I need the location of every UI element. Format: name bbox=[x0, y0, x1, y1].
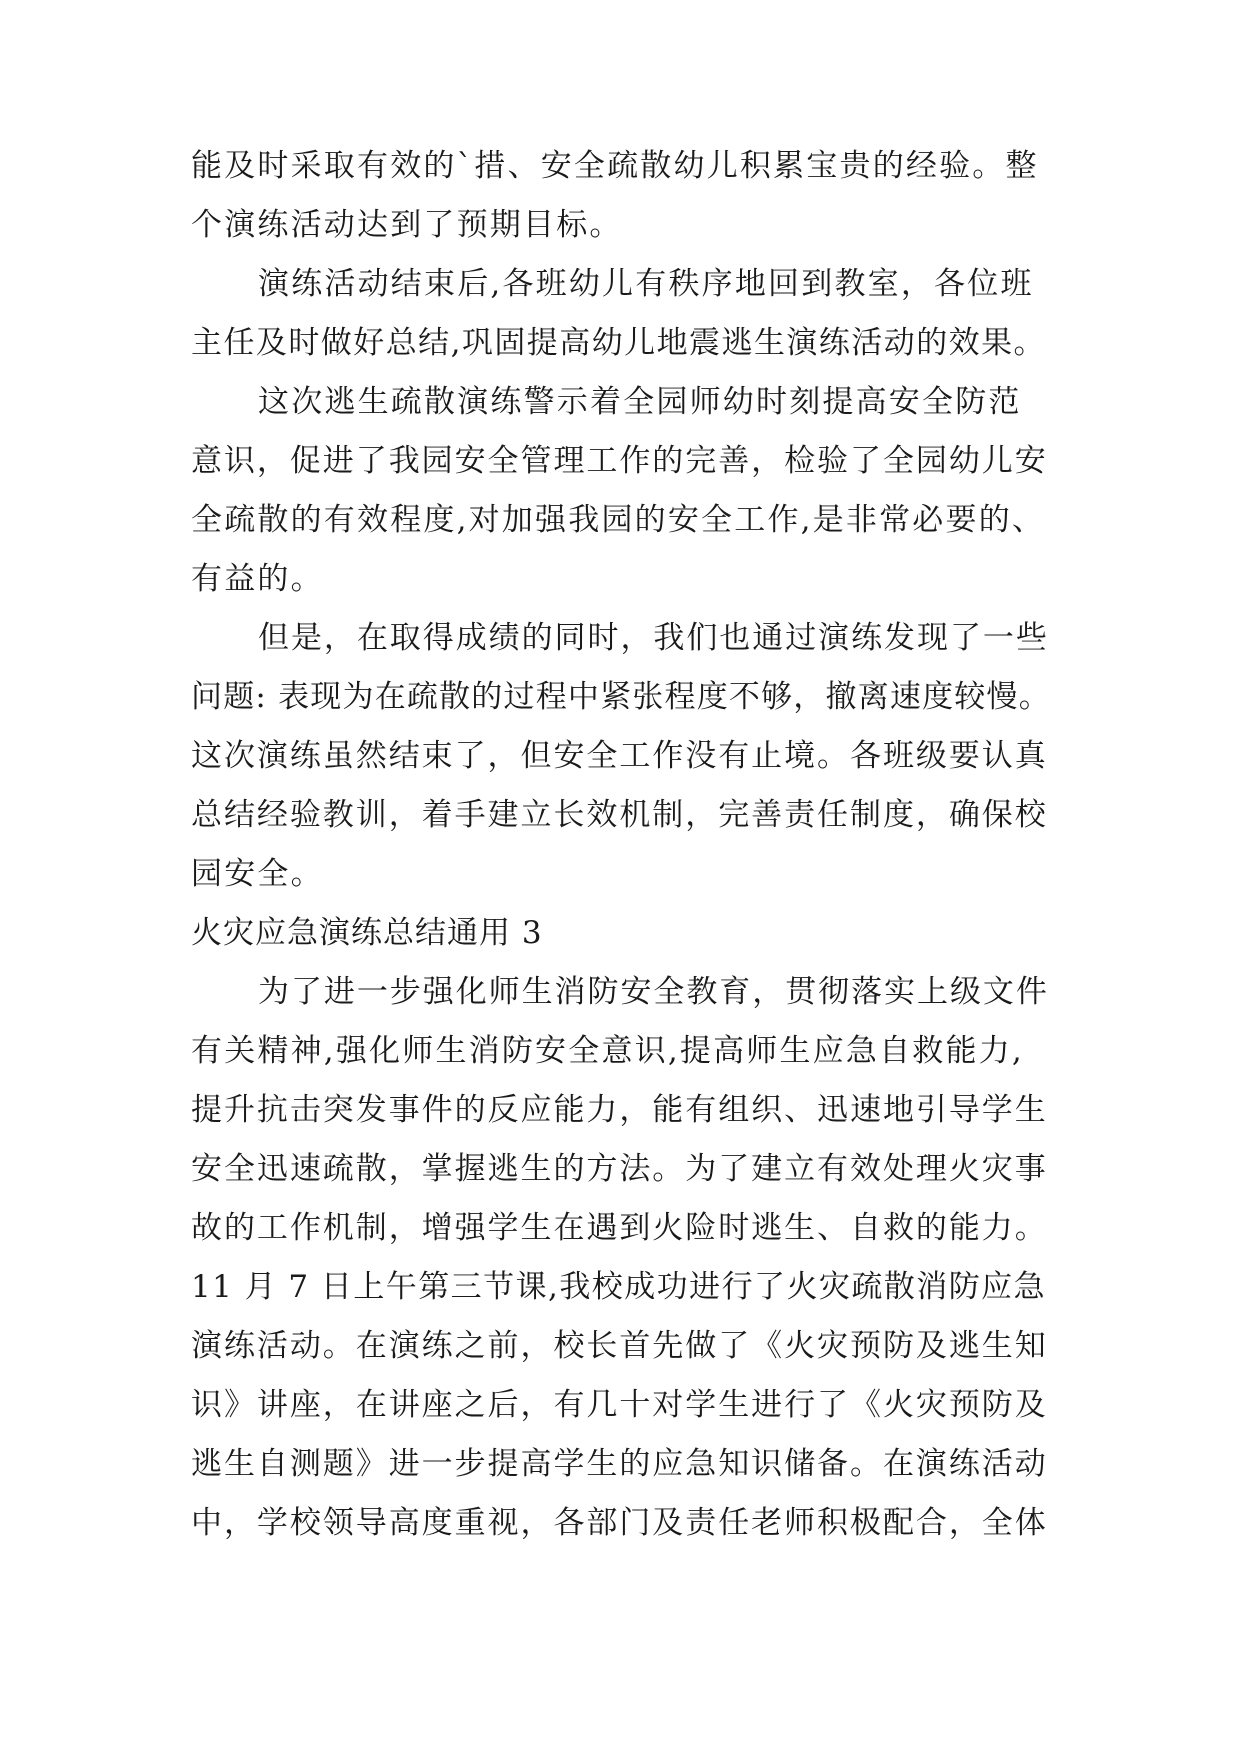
paragraph-line: 有关精神,强化师生消防安全意识,提高师生应急自救能力, bbox=[191, 1033, 1024, 1069]
paragraph-line: 全疏散的有效程度,对加强我园的安全工作,是非常必要的、 bbox=[191, 502, 1046, 538]
paragraph-line: 中，学校领导高度重视，各部门及责任老师积极配合，全体 bbox=[191, 1505, 1048, 1541]
section-heading: 火灾应急演练总结通用 3 bbox=[191, 915, 543, 951]
paragraph-line: 逃生自测题》进一步提高学生的应急知识储备。在演练活动 bbox=[191, 1446, 1048, 1482]
paragraph-line: 能及时采取有效的`措、安全疏散幼儿积累宝贵的经验。整 bbox=[191, 148, 1039, 184]
paragraph-line: 园安全。 bbox=[191, 856, 324, 892]
paragraph-line: 11 月 7 日上午第三节课,我校成功进行了火灾疏散消防应急 bbox=[191, 1269, 1047, 1305]
paragraph-line: 识》讲座，在讲座之后，有几十对学生进行了《火灾预防及 bbox=[191, 1387, 1048, 1423]
paragraph-line: 提升抗击突发事件的反应能力，能有组织、迅速地引导学生 bbox=[191, 1092, 1048, 1128]
paragraph-line: 为了进一步强化师生消防安全教育，贯彻落实上级文件 bbox=[258, 974, 1049, 1010]
paragraph-line: 总结经验教训，着手建立长效机制，完善责任制度，确保校 bbox=[191, 797, 1048, 833]
paragraph-line: 个演练活动达到了预期目标。 bbox=[191, 207, 623, 243]
paragraph-line: 有益的。 bbox=[191, 561, 324, 597]
paragraph-line: 但是，在取得成绩的同时，我们也通过演练发现了一些 bbox=[258, 620, 1049, 656]
paragraph-line: 意识，促进了我园安全管理工作的完善，检验了全园幼儿安 bbox=[191, 443, 1048, 479]
paragraph-line: 故的工作机制，增强学生在遇到火险时逃生、自救的能力。 bbox=[191, 1210, 1048, 1246]
paragraph-line: 演练活动。在演练之前，校长首先做了《火灾预防及逃生知 bbox=[191, 1328, 1048, 1364]
paragraph-line: 主任及时做好总结,巩固提高幼儿地震逃生演练活动的效果。 bbox=[191, 325, 1047, 361]
paragraph-line: 演练活动结束后,各班幼儿有秩序地回到教室，各位班 bbox=[258, 266, 1034, 302]
paragraph-line: 这次逃生疏散演练警示着全园师幼时刻提高安全防范 bbox=[258, 384, 1022, 420]
paragraph-line: 这次演练虽然结束了，但安全工作没有止境。各班级要认真 bbox=[191, 738, 1048, 774]
paragraph-line: 安全迅速疏散，掌握逃生的方法。为了建立有效处理火灾事 bbox=[191, 1151, 1048, 1187]
paragraph-line: 问题: 表现为在疏散的过程中紧张程度不够，撤离速度较慢。 bbox=[191, 679, 1051, 715]
